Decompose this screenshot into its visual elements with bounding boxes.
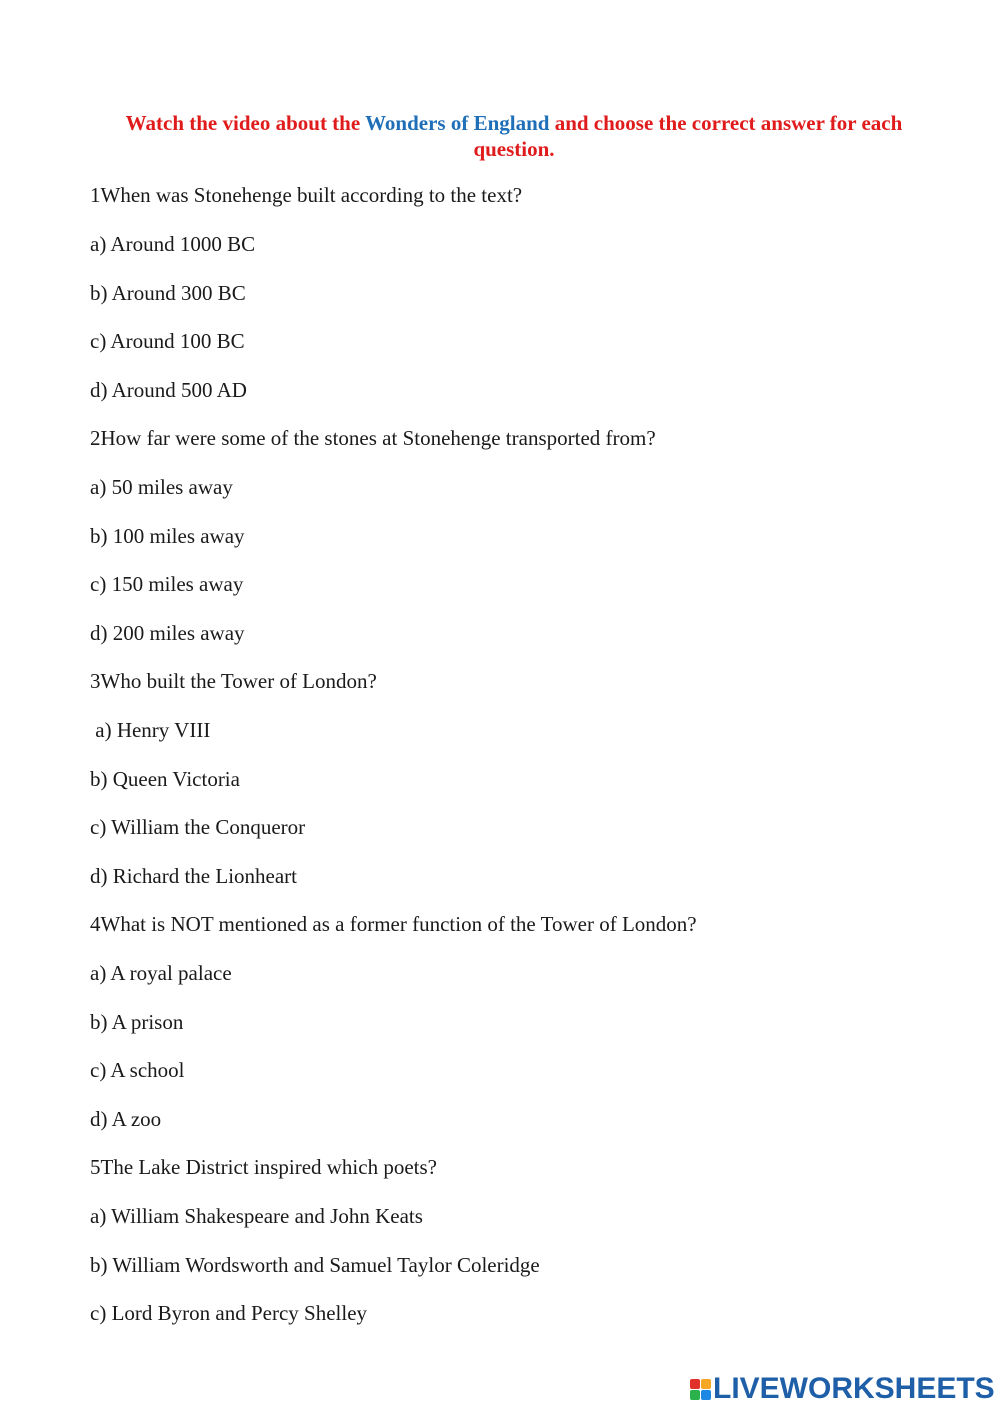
q3-option-a[interactable]: a) Henry VIII bbox=[90, 718, 211, 742]
q1-option-b[interactable]: b) Around 300 BC bbox=[90, 281, 246, 305]
q2-option-a[interactable]: a) 50 miles away bbox=[90, 475, 233, 499]
logo-square-green bbox=[690, 1390, 700, 1400]
q5-option-b[interactable]: b) William Wordsworth and Samuel Taylor Coleridge bbox=[90, 1253, 540, 1277]
liveworksheets-brand bbox=[690, 1372, 995, 1406]
q4-option-d[interactable]: d) A zoo bbox=[90, 1107, 162, 1131]
q3-option-d[interactable]: d) Richard the Lionheart bbox=[90, 864, 298, 888]
brand-name: LIVEWORKSHEETS bbox=[713, 1372, 995, 1405]
q4-option-b[interactable]: b) A prison bbox=[90, 1010, 184, 1034]
q4-option-a[interactable]: a) A royal palace bbox=[90, 961, 232, 985]
instructions-part-2: and choose the correct answer for each question. bbox=[473, 111, 903, 161]
question-1: 1When was Stonehenge built according to the text? bbox=[90, 183, 523, 207]
instructions-highlight: Wonders of England bbox=[365, 111, 550, 135]
question-3: 3Who built the Tower of London? bbox=[90, 669, 377, 693]
q3-option-c[interactable]: c) William the Conqueror bbox=[90, 815, 306, 839]
logo-square-blue bbox=[701, 1390, 711, 1400]
q3-option-b[interactable]: b) Queen Victoria bbox=[90, 767, 240, 791]
q5-option-c[interactable]: c) Lord Byron and Percy Shelley bbox=[90, 1301, 368, 1325]
q5-option-a[interactable]: a) William Shakespeare and John Keats bbox=[90, 1204, 423, 1228]
question-4: 4What is NOT mentioned as a former function of the Tower of London? bbox=[90, 912, 697, 936]
worksheet-instructions bbox=[100, 110, 928, 162]
q1-option-d[interactable]: d) Around 500 AD bbox=[90, 378, 247, 402]
q1-option-a[interactable]: a) Around 1000 BC bbox=[90, 232, 256, 256]
q1-option-c[interactable]: c) Around 100 BC bbox=[90, 329, 245, 353]
logo-square-red bbox=[690, 1379, 700, 1389]
instructions-part-1: Watch the video about the bbox=[125, 111, 366, 135]
q2-option-d[interactable]: d) 200 miles away bbox=[90, 621, 245, 645]
question-2: 2How far were some of the stones at Stonehenge transported from? bbox=[90, 426, 656, 450]
q2-option-b[interactable]: b) 100 miles away bbox=[90, 524, 245, 548]
liveworksheets-logo-icon bbox=[690, 1379, 711, 1400]
question-5: 5The Lake District inspired which poets? bbox=[90, 1155, 437, 1179]
logo-square-orange bbox=[701, 1379, 711, 1389]
q4-option-c[interactable]: c) A school bbox=[90, 1058, 185, 1082]
q2-option-c[interactable]: c) 150 miles away bbox=[90, 572, 244, 596]
